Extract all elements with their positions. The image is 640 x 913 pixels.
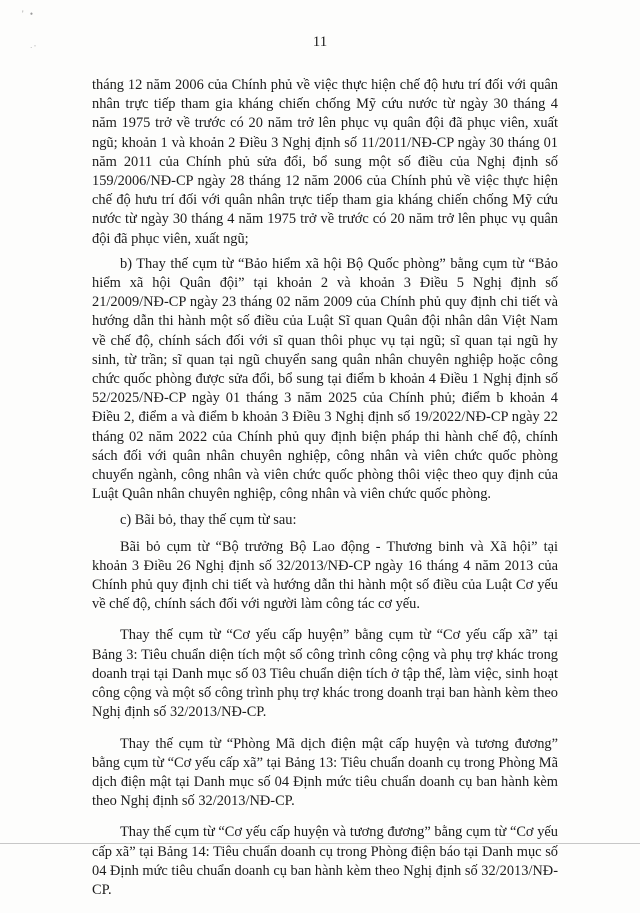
page-number: 11 [312,34,328,50]
paragraph-replace-table-13: Thay thế cụm từ “Phòng Mã dịch điện mật cấp huyện và tương đương” bằng cụm từ “Cơ yếu cấp xã” tại Bảng 13: Tiêu chuẩn doanh cụ trong Phòng Mã dịch điện mật tại Danh mục số 04 Định mức tiêu chuẩn doanh cụ ban hành kèm theo Nghị định số 32/2013/NĐ-CP. [92,735,558,810]
paragraph-replace-table-14: Thay thế cụm từ “Cơ yếu cấp huyện và tương đương” bằng cụm từ “Cơ yếu cấp xã” tại Bảng 14: Tiêu chuẩn doanh cụ trong Phòng điện báo tại Danh mục số 04 Định mức tiêu chuẩn doanh cụ ban hành kèm theo Nghị định số 32/2013/NĐ-CP. [92,824,558,898]
paragraph-repeal: Bãi bỏ cụm từ “Bộ trưởng Bộ Lao động - Thương binh và Xã hội” tại khoản 3 Điều 26 Nghị định số 32/2013/NĐ-CP ngày 16 tháng 4 năm 2013 của Chính phủ quy định chi tiết và hướng dẫn thi hành một số điều của Luật Cơ yếu về chế độ, chính sách đối với người làm công tác cơ yếu. [92,538,558,613]
document-body [92,76,558,900]
scan-edge-line [0,843,640,844]
scan-mark: ' • [22,9,36,19]
scan-mark: ·' [30,44,38,52]
paragraph-point-c: c) Bãi bỏ, thay thế cụm từ sau: [120,512,297,529]
paragraph-replace-table-3: Thay thế cụm từ “Cơ yếu cấp huyện” bằng cụm từ “Cơ yếu cấp xã” tại Bảng 3: Tiêu chuẩn diện tích một số công trình công cộng và phụ trợ khác trong doanh trại tại Danh mục số 03 Tiêu chuẩn diện tích ở tập thể, làm việc, sinh hoạt công cộng và một số công trình phụ trợ khác trong doanh trại ban hành kèm theo Nghị định số 32/2013/NĐ-CP. [92,627,558,721]
paragraph-point-b: b) Thay thế cụm từ “Bảo hiểm xã hội Bộ Quốc phòng” bằng cụm từ “Bảo hiểm xã hội Quân đội” tại khoản 2 và khoản 3 Điều 5 Nghị định số 21/2009/NĐ-CP ngày 23 tháng 02 năm 2009 của Chính phủ quy định chi tiết và hướng dẫn thi hành một số điều của Luật Sĩ quan Quân đội nhân dân Việt Nam về chế độ, chính sách đối với sĩ quan thôi phục vụ tại ngũ; sĩ quan tại ngũ hy sinh, từ trần; sĩ quan tại ngũ chuyển sang quân nhân chuyên nghiệp hoặc công chức quốc phòng được sửa đổi, bổ sung tại điểm b khoản 4 Điều 1 Nghị định số 52/2025/NĐ-CP ngày 01 tháng 3 năm 2025 của Chính phủ; điểm b khoản 4 Điều 2, điểm a và điểm b khoản 3 Điều 3 Nghị định số 19/2022/NĐ-CP ngày 22 tháng 02 năm 2022 của Chính phủ quy định biện pháp thi hành chế độ, chính sách đối với quân nhân chuyên nghiệp, công nhân và viên chức quốc phòng chuyển ngành, công nhân và viên chức quốc phòng thôi việc theo quy định của Luật Quân nhân chuyên nghiệp, công nhân và viên chức quốc phòng. [92,255,558,503]
paragraph-continuation: tháng 12 năm 2006 của Chính phủ về việc thực hiện chế độ hưu trí đối với quân nhân trực tiếp tham gia kháng chiến chống Mỹ cứu nước từ ngày 30 tháng 4 năm 1975 trở về trước có 20 năm trở lên phục vụ quân đội đã phục viên, xuất ngũ; khoản 1 và khoản 2 Điều 3 Nghị định số 11/2011/NĐ-CP ngày 30 tháng 01 năm 2011 của Chính phủ sửa đổi, bổ sung một số điều của Nghị định số 159/2006/NĐ-CP ngày 28 tháng 12 năm 2006 của Chính phủ về việc thực hiện chế độ hưu trí đối với quân nhân trực tiếp tham gia kháng chiến chống Mỹ cứu nước từ ngày 30 tháng 4 năm 1975 trở về trước có 20 năm trở lên phục vụ quân đội đã phục viên, xuất ngũ; [92,77,558,247]
